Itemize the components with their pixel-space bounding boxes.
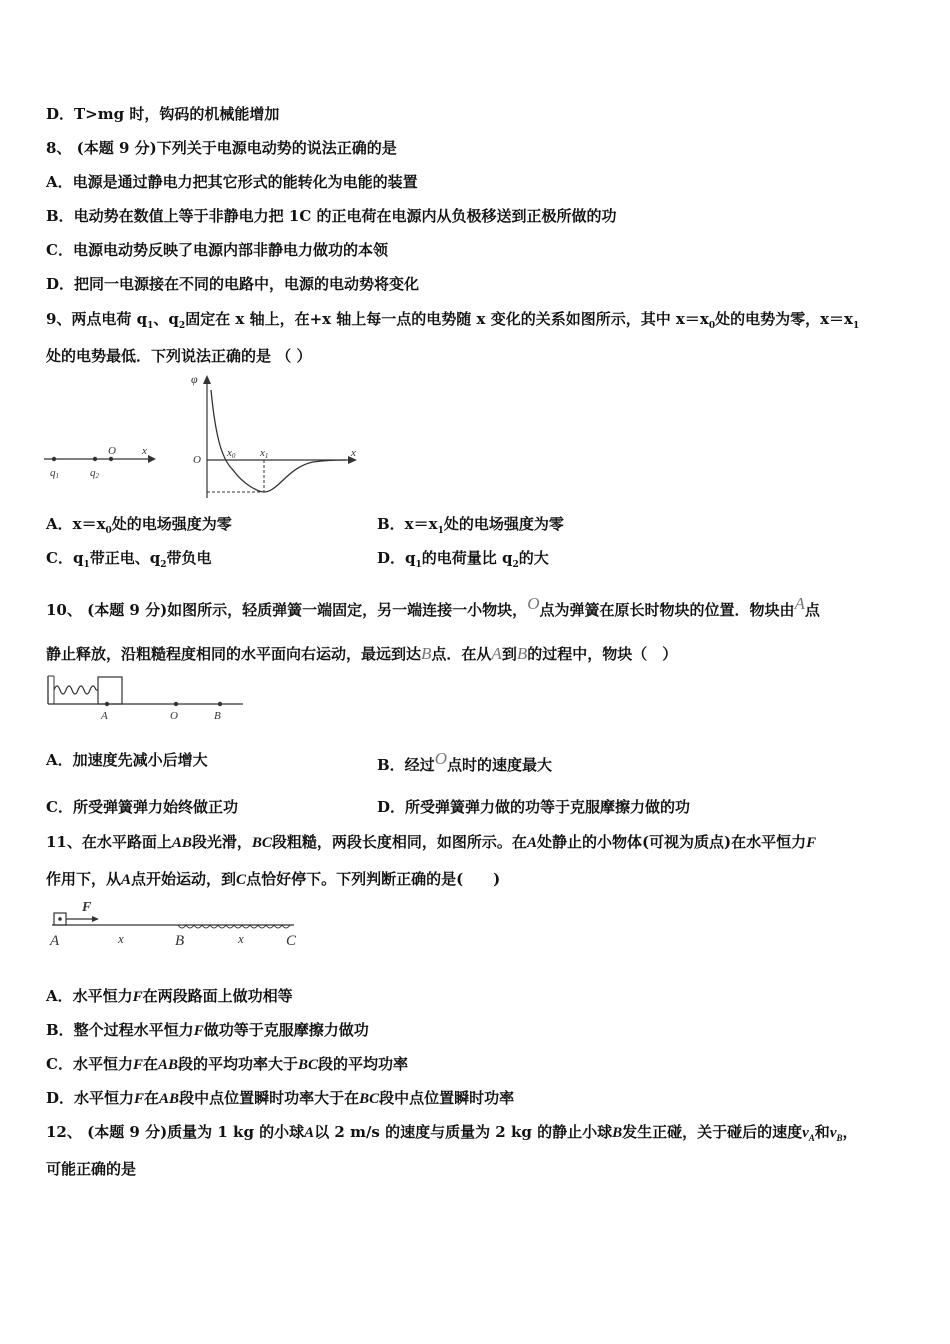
svg-text:A: A [50,933,60,949]
svg-text:x: x [351,447,356,459]
q10-spring-figure [46,674,246,722]
q8-option-d: D．把同一电源接在不同的电路中，电源的电动势将变化 [46,275,420,293]
q9-potential-graph [188,372,360,502]
svg-text:x0: x0 [227,447,236,460]
q9-charges-figure [44,440,159,480]
q12-stem-line1: 12、 (本题 9 分)质量为 1 kg 的小球A以 2 m/s 的速度与质量为 2 kg 的静止小球B发生正碰，关于碰后的速度$v_A$和$v_B$， [46,1123,858,1143]
svg-text:B: B [214,710,221,722]
q11-option-d: D．水平恒力F在AB段中点位置瞬时功率大于在BC段中点位置瞬时功率 [46,1089,515,1107]
svg-text:A: A [101,710,108,722]
svg-text:q2: q2 [90,467,99,480]
q11-stem-line1: 11、在水平路面上AB段光滑，BC段粗糙，两段长度相同，如图所示。在A处静止的小物体(可视为质点)在水平恒力F [46,833,817,851]
q10-option-d: D．所受弹簧弹力做的功等于克服摩擦力做的功 [377,798,691,816]
q11-option-c: C．水平恒力F在AB段的平均功率大于BC段的平均功率 [46,1055,409,1073]
q9-option-b: B．$x=x_1$处的电场强度为零 [377,515,564,536]
q10-stem-line2: 静止释放，沿粗糙程度相同的水平面向右运动，最远到达B点．在从A到B的过程中，物块（ ） [46,644,678,663]
q8-stem: 8、 (本题 9 分)下列关于电源电动势的说法正确的是 [46,139,397,157]
svg-text:F: F [82,900,92,915]
q8-option-a: A．电源是通过静电力把其它形式的能转化为电能的装置 [46,173,418,191]
svg-text:x1: x1 [260,447,269,460]
q10-option-b: B．经过$^O$点时的速度最大 [377,749,552,774]
svg-text:C: C [286,933,297,949]
q7-option-d: D．T>mg 时，钩码的机械能增加 [46,105,280,123]
q8-option-c: C．电源电动势反映了电源内部非静电力做功的本领 [46,241,388,259]
svg-text:q1: q1 [50,467,59,480]
svg-text:B: B [175,933,185,949]
q10-stem-line1: 10、 (本题 9 分)如图所示，轻质弹簧一端固定，另一端连接一小物块，$^O$点为弹簧在原长时物块的位置．物块由$^A$点 [46,594,820,619]
svg-text:O: O [108,445,116,457]
q8-option-b: B．电动势在数值上等于非静电力把 1C 的正电荷在电源内从负极移送到正极所做的功 [46,207,617,225]
q10-option-a: A．加速度先减小后增大 [46,751,208,769]
svg-text:x: x [142,445,147,457]
q9-option-c: C．$q_1$带正电、$q_2$带负电 [46,549,212,570]
q12-stem-line2: 可能正确的是 [46,1160,137,1178]
svg-text:O: O [170,710,178,722]
svg-text:φ: φ [191,372,198,386]
q11-option-b: B．整个过程水平恒力F做功等于克服摩擦力做功 [46,1021,369,1039]
q11-road-figure [48,898,303,950]
q11-stem-line2: 作用下，从A点开始运动，到C点恰好停下。下列判断正确的是( ) [46,870,501,888]
q9-stem-line1: 9、两点电荷 $q_1$、$q_2$固定在 x 轴上，在+x 轴上每一点的电势随 x 变化的关系如图所示，其中 $x=x_0$处的电势为零，$x=x_1$ [46,310,860,331]
svg-text:x: x [238,931,244,946]
q9-stem-line2: 处的电势最低．下列说法正确的是 （ ） [46,347,312,365]
q9-option-a: A．$x=x_0$处的电场强度为零 [46,515,232,536]
svg-text:x: x [118,931,124,946]
svg-text:O: O [193,454,201,466]
q9-option-d: D．$q_1$的电荷量比 $q_2$的大 [377,549,549,570]
q10-option-c: C．所受弹簧弹力始终做正功 [46,798,238,816]
q11-option-a: A．水平恒力F在两段路面上做功相等 [46,987,293,1005]
